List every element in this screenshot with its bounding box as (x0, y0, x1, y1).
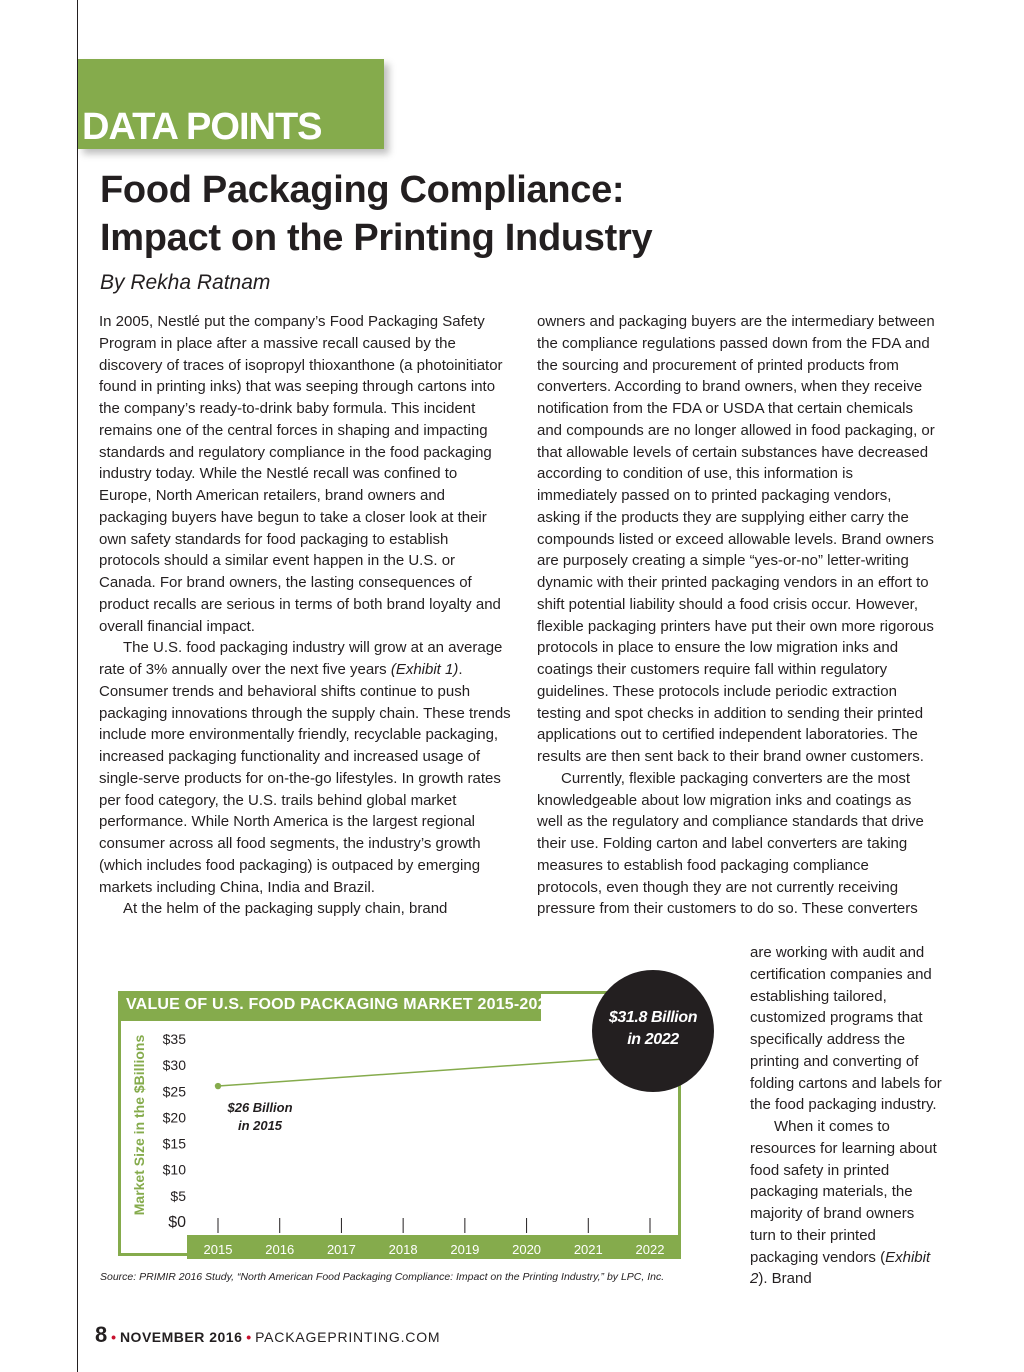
paragraph (99, 637, 511, 898)
x-tick-label: 2017 (326, 1242, 356, 1257)
paragraph (750, 1116, 944, 1290)
paragraph: Currently, flexible packaging converters are the most knowledgeable about low migration inks and coatings as well as the regulatory and compliance standards that drive their use. Folding carton and label converters are taking measures to establish food packaging compliance protocols, even though they are not currently receiving pressure from their customers to do so. These converters (537, 769, 924, 918)
callout-line-1: $31.8 Billion (608, 1009, 698, 1026)
paragraph: At the helm of the packaging supply chain, brand (123, 900, 448, 918)
data-point (215, 1083, 221, 1089)
column-3 (750, 942, 944, 1290)
y-axis-label: Market Size in the $Billions (131, 1034, 147, 1216)
footer-bullet: • (111, 1329, 117, 1345)
chart-source: Source: PRIMIR 2016 Study, “North American Food Packaging Compliance: Impact on the Printing Industry,” by LPC, Inc. (100, 1271, 665, 1283)
paragraph-text: The U.S. food packaging industry will grow at an average rate of 3% annually over the next five years (99, 639, 503, 678)
y-tick-label: $20 (162, 1109, 186, 1126)
y-tick-label: $5 (170, 1187, 186, 1204)
paragraph: In 2005, Nestlé put the company’s Food Packaging Safety Program in place after a massive recall caused by the discovery of traces of isopropyl thioxanthone (a photoinitiator found in printing inks) that was seeping through cartons into the company’s ready-to-drink baby formula. This incident remains one of the central forces in shaping and impacting standards and regulatory compliance in the food packaging industry today. While the Nestlé recall was confined to Europe, North American retailers, brand owners and packaging buyers have begun to take a closer look at their own safety standards for food packaging to establish protocols should a similar event happen in the U.S. or Canada. For brand owners, the lasting consequences of product recalls are serious in terms of both brand loyalty and overall financial impact. (99, 313, 503, 635)
x-tick-label: 2016 (265, 1242, 295, 1257)
callout-line-2: in 2022 (627, 1031, 679, 1048)
x-tick-label: 2019 (450, 1242, 480, 1257)
exhibit-reference: (Exhibit 1) (390, 661, 459, 678)
paragraph: owners and packaging buyers are the intermediary between the compliance regulations passed down from the FDA and the sourcing and procurement of printed products from converters. According to brand owners, when they receive notification from the FDA or USDA that certain chemicals and compounds are no longer allowed in food packaging, or that allowable levels of certain substances have decreased according to condition of use, this information is immediately passed on to printed packaging vendors, asking if the products they are supplying either carry the compounds listed or exceed allowable levels. Brand owners are purposely creating a simple “yes-or-no” letter-writing dynamic with their printed packaging vendors in an effort to shift potential liability should a food crisis occur. However, flexible packaging printers have put their own more rigorous protocols in place to ensure the low migration inks and coatings their customers require fall within regulatory guidelines. These protocols include periodic extraction testing and spot checks in addition to sending their printed applications out to certified independent laboratories. The results are then sent back to their brand owner customers. (537, 313, 935, 765)
section-label: DATA POINTS (82, 106, 322, 148)
paragraph-text: ). Brand (758, 1270, 812, 1288)
y-tick-label: $35 (162, 1031, 186, 1047)
y-tick-label: $30 (162, 1057, 186, 1074)
website-link[interactable]: PACKAGEPRINTING.COM (255, 1329, 441, 1345)
y-tick-label: $25 (162, 1083, 186, 1100)
column-1 (99, 311, 511, 920)
chart-title: VALUE OF U.S. FOOD PACKAGING MARKET 2015-2022 (126, 996, 556, 1013)
page-number: 8 (95, 1322, 108, 1347)
column-2 (537, 311, 937, 920)
x-tick-label: 2021 (573, 1242, 603, 1257)
y-tick-label: $15 (162, 1135, 186, 1152)
title-line-1: Food Packaging Compliance: (100, 169, 625, 211)
paragraph-text: When it comes to resources for learning about food safety in printed packaging materials, the majority of brand owners turn to their printed packaging vendors ( (750, 1118, 937, 1266)
article-title (100, 166, 900, 262)
left-margin-rule (77, 0, 78, 1372)
byline: By Rekha Ratnam (100, 271, 271, 294)
start-annotation-line-1: $26 Billion (227, 1100, 293, 1115)
start-annotation-line-2: in 2015 (237, 1118, 283, 1133)
issue-date: NOVEMBER 2016 (119, 1329, 243, 1345)
paragraph: are working with audit and certification companies and establishing tailored, customized programs that specifically address the printing and converting of folding cartons and labels for the food packaging industry. (750, 944, 942, 1114)
x-tick-label: 2020 (512, 1242, 542, 1257)
x-tick-label: 2015 (203, 1242, 233, 1257)
page-footer (95, 1322, 440, 1348)
footer-bullet: • (246, 1329, 252, 1345)
x-tick-label: 2022 (635, 1242, 665, 1257)
paragraph-text: . Consumer trends and behavioral shifts continue to push packaging innovations through the supply chain. These trends include more environmentally friendly, recyclable packaging, increased packaging functionality and increased usage of single-serve products for on-the-go lifestyles. In growth rates per food category, the U.S. trails behind global market performance. While North America is the largest regional consumer across all food segments, the industry’s growth (which includes food packaging) is outpaced by emerging markets including China, India and Brazil. (99, 661, 511, 896)
series-line (218, 1056, 650, 1086)
y-tick-label: $0 (168, 1214, 186, 1231)
title-line-2: Impact on the Printing Industry (100, 217, 653, 259)
callout (592, 1007, 714, 1051)
x-tick-label: 2018 (388, 1242, 418, 1257)
exhibit-reference: Exhibit 2 (750, 1248, 931, 1288)
y-tick-label: $10 (162, 1161, 186, 1178)
